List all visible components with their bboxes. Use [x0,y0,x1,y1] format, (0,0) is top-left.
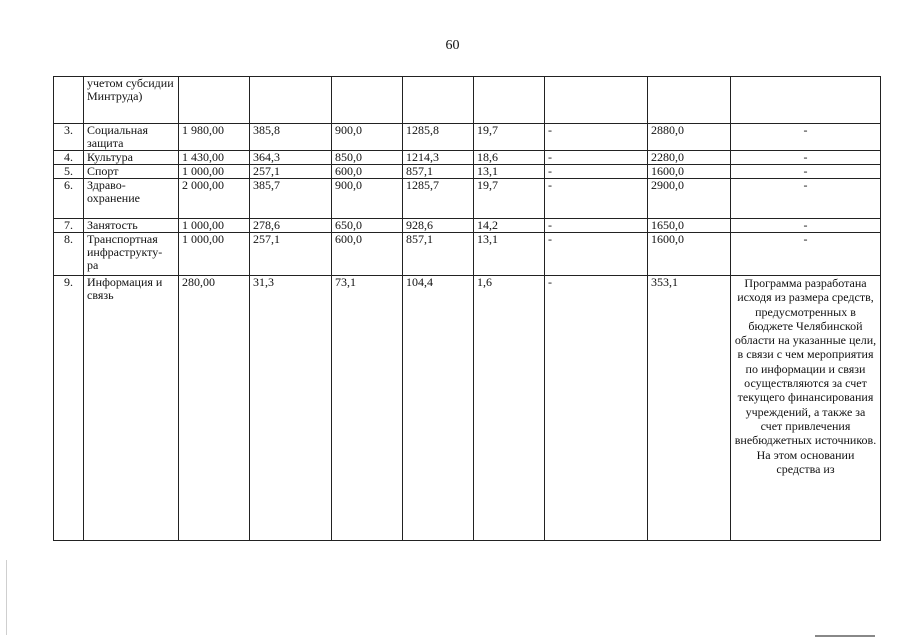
value-cell: 14,2 [474,219,545,233]
value-cell: 257,1 [250,233,332,276]
value-cell: 13,1 [474,233,545,276]
row-name-cell: Культура [84,151,179,165]
value-cell: 278,6 [250,219,332,233]
note-cell: - [731,233,881,276]
table-row [54,77,881,124]
value-cell: 364,3 [250,151,332,165]
value-cell: 385,8 [250,124,332,151]
value-cell: - [545,233,648,276]
budget-table [53,76,881,541]
table-row [54,233,881,276]
value-cell: 280,00 [179,276,250,541]
value-cell: 857,1 [403,165,474,179]
note-cell: - [731,165,881,179]
value-cell: 2280,0 [648,151,731,165]
value-cell: 1 000,00 [179,165,250,179]
row-name-cell: Здраво- охранение [84,179,179,219]
value-cell [403,77,474,124]
value-cell: 31,3 [250,276,332,541]
table-row [54,219,881,233]
scan-artifact [815,635,875,640]
value-cell: 900,0 [332,124,403,151]
value-cell: 353,1 [648,276,731,541]
table-row [54,276,881,541]
value-cell [250,77,332,124]
row-number-cell: 5. [54,165,84,179]
value-cell: 385,7 [250,179,332,219]
value-cell: - [545,124,648,151]
value-cell: 1 000,00 [179,219,250,233]
row-number-cell: 9. [54,276,84,541]
note-cell: - [731,179,881,219]
table-row [54,179,881,219]
value-cell: 1285,8 [403,124,474,151]
value-cell: 1650,0 [648,219,731,233]
value-cell: - [545,179,648,219]
value-cell: 2880,0 [648,124,731,151]
value-cell: 2 000,00 [179,179,250,219]
value-cell: 257,1 [250,165,332,179]
table-row [54,165,881,179]
value-cell [332,77,403,124]
note-cell: - [731,151,881,165]
value-cell: - [545,276,648,541]
value-cell: 19,7 [474,179,545,219]
value-cell: 19,7 [474,124,545,151]
row-name-cell: Информация и связь [84,276,179,541]
note-cell: - [731,124,881,151]
row-name-cell: учетом субсидии Минтруда) [84,77,179,124]
row-name-cell: Социальная защита [84,124,179,151]
value-cell: - [545,219,648,233]
scan-edge-line [6,560,7,635]
value-cell: 1 000,00 [179,233,250,276]
value-cell [545,77,648,124]
row-number-cell: 8. [54,233,84,276]
value-cell: 73,1 [332,276,403,541]
value-cell [648,77,731,124]
value-cell [179,77,250,124]
value-cell: 1600,0 [648,165,731,179]
note-cell: Программа разработана исходя из размера средств, предусмотренных в бюджете Челябинской области на указанные цели, в связи с чем мероприятия по информации и связи осуществляются за счет текущего финансирования учреждений, а также за счет привлечения внебюджетных источников. На этом основании средства из [731,276,881,541]
row-name-cell: Занятость [84,219,179,233]
value-cell: 900,0 [332,179,403,219]
table-row [54,151,881,165]
row-number-cell [54,77,84,124]
value-cell: 2900,0 [648,179,731,219]
row-name-cell: Спорт [84,165,179,179]
page-number: 60 [445,38,460,53]
value-cell: 13,1 [474,165,545,179]
value-cell: 1 980,00 [179,124,250,151]
value-cell: 1 430,00 [179,151,250,165]
row-number-cell: 6. [54,179,84,219]
value-cell: 104,4 [403,276,474,541]
row-name-cell: Транспортная инфраструкту- ра [84,233,179,276]
value-cell: 928,6 [403,219,474,233]
note-cell [731,77,881,124]
value-cell: 650,0 [332,219,403,233]
value-cell: 600,0 [332,165,403,179]
value-cell: 600,0 [332,233,403,276]
value-cell: - [545,151,648,165]
table-row [54,124,881,151]
value-cell [474,77,545,124]
note-cell: - [731,219,881,233]
value-cell: 18,6 [474,151,545,165]
value-cell: 1600,0 [648,233,731,276]
value-cell: 850,0 [332,151,403,165]
row-number-cell: 4. [54,151,84,165]
value-cell: 1,6 [474,276,545,541]
row-number-cell: 7. [54,219,84,233]
value-cell: 857,1 [403,233,474,276]
value-cell: - [545,165,648,179]
value-cell: 1214,3 [403,151,474,165]
value-cell: 1285,7 [403,179,474,219]
row-number-cell: 3. [54,124,84,151]
